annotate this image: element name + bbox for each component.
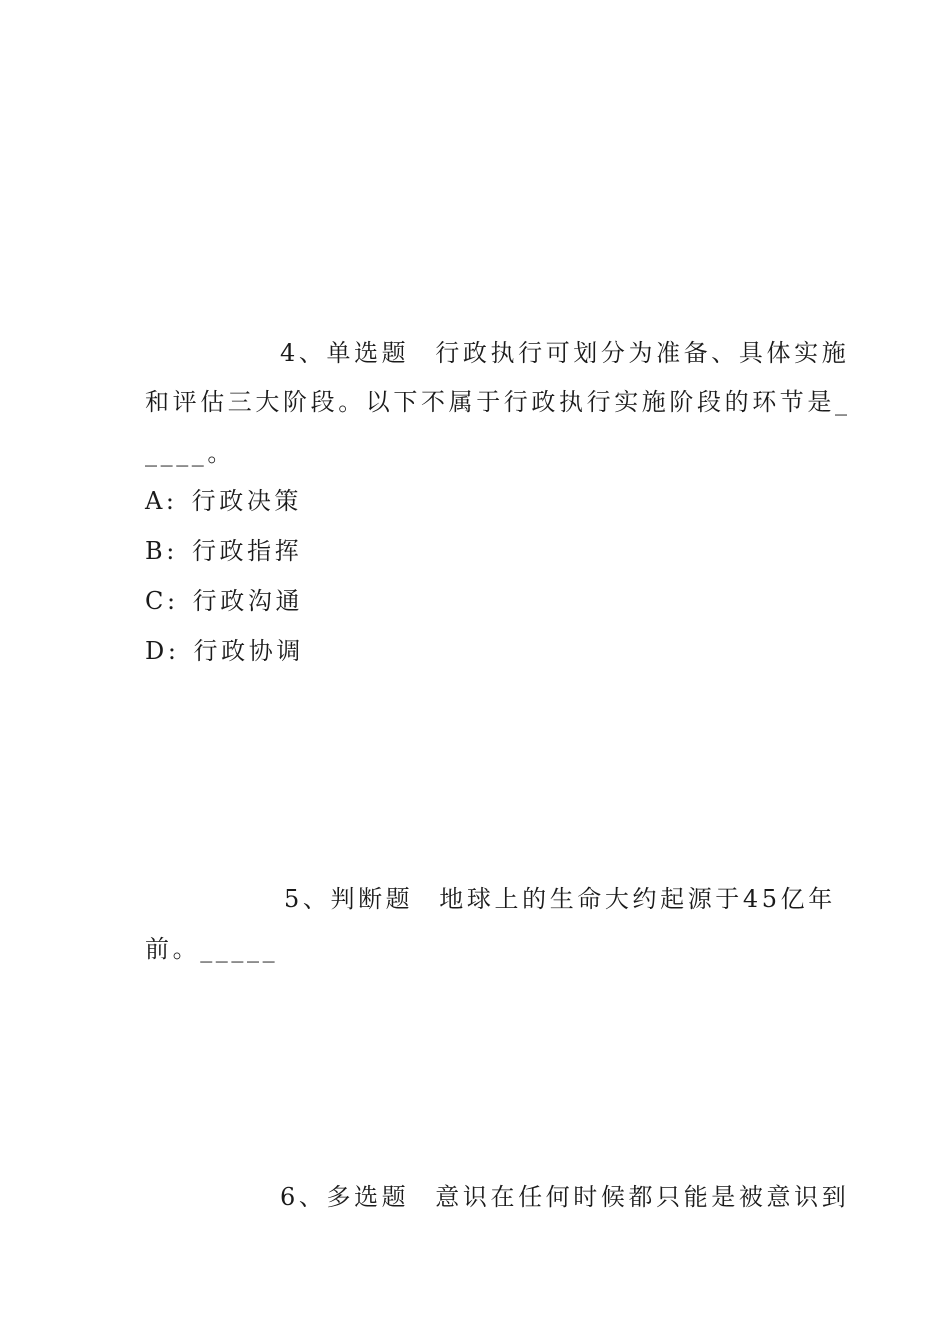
question-type: 判断题 [330, 885, 414, 913]
option-text: 行政决策 [191, 487, 303, 515]
question-5-header [284, 882, 836, 916]
option-key: B: [145, 537, 178, 565]
question-4-header [280, 336, 849, 370]
option-c [145, 584, 303, 618]
option-b [145, 534, 302, 568]
question-stem-line: 地球上的生命大约起源于45亿年 [439, 885, 836, 913]
option-text: 行政协调 [193, 637, 304, 665]
question-4-stem-line-2: 和评估三大阶段。以下不属于行政执行实施阶段的环节是_ [145, 388, 851, 416]
option-key: C: [145, 587, 179, 615]
question-5-stem-line-2: 前。_____ [145, 935, 279, 963]
question-4-stem-line-3: ____。 [145, 439, 235, 467]
option-key: A: [145, 487, 178, 515]
question-number: 6、 [280, 1183, 327, 1211]
option-text: 行政指挥 [191, 537, 303, 565]
option-key: D: [145, 637, 180, 665]
question-stem-line: 意识在任何时候都只能是被意识到 [435, 1183, 850, 1211]
option-a [145, 484, 302, 518]
option-d [145, 634, 304, 668]
question-number: 4、 [280, 339, 327, 367]
question-type: 多选题 [326, 1183, 410, 1211]
question-6-header [280, 1180, 849, 1214]
question-number: 5、 [284, 885, 331, 913]
option-text: 行政沟通 [192, 587, 304, 615]
question-stem-line: 行政执行可划分为准备、具体实施 [435, 339, 850, 367]
question-type: 单选题 [326, 339, 410, 367]
